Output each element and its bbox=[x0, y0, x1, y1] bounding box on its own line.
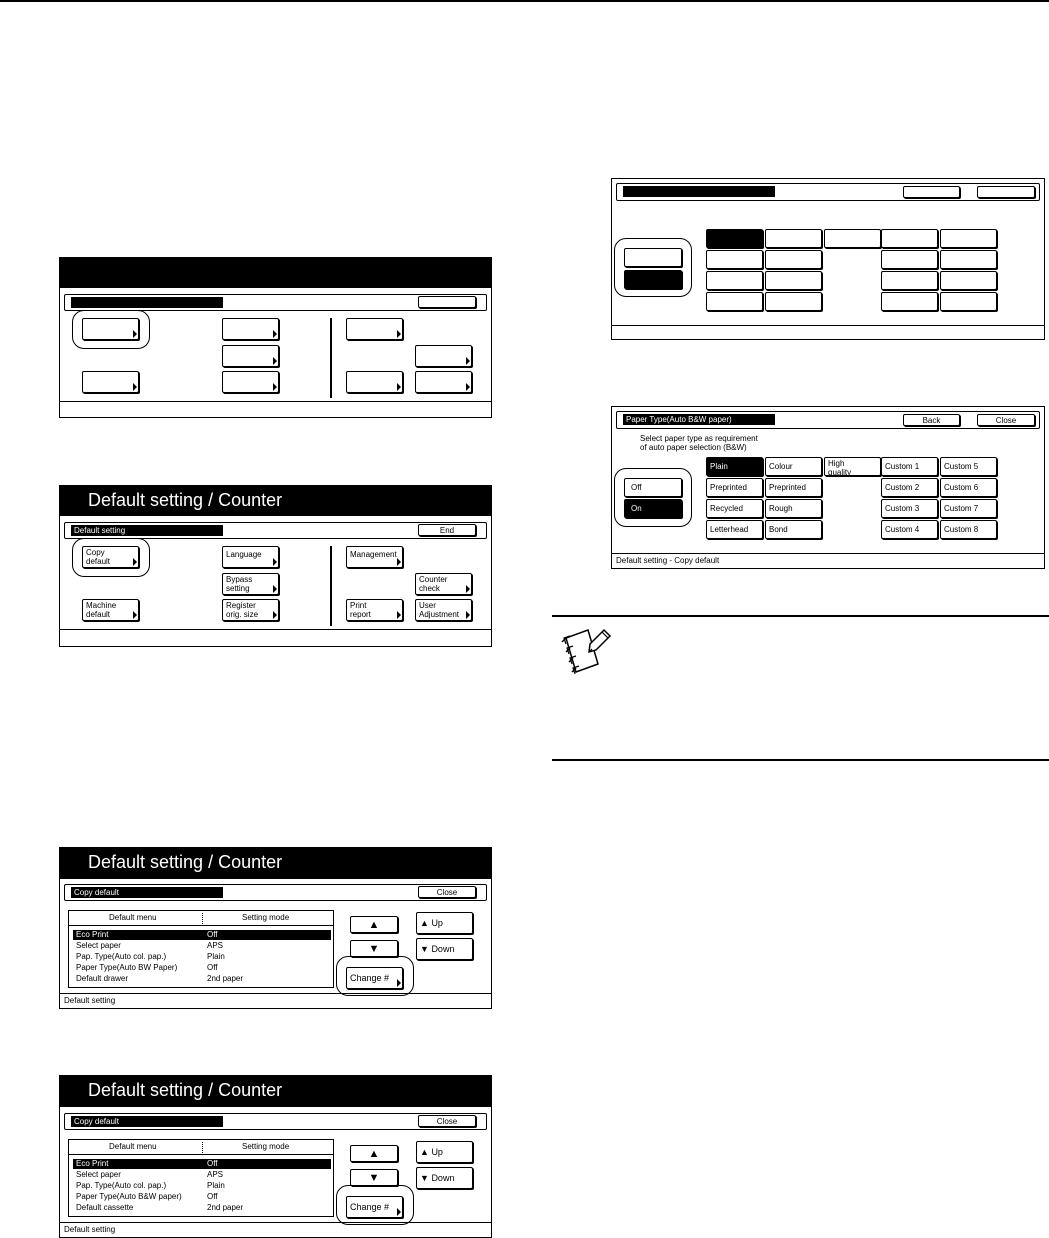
up-arrow-icon: ▲ bbox=[368, 1148, 380, 1160]
col-header-default-menu: Default menu bbox=[109, 913, 157, 922]
screen-a bbox=[59, 257, 492, 418]
screen-b-tab-label: Default setting bbox=[71, 525, 223, 536]
screen-c-footer: Default setting bbox=[64, 996, 116, 1005]
screen-a-tab-bar bbox=[64, 294, 487, 311]
change-button[interactable]: Change # bbox=[346, 967, 403, 989]
screen-a-divider bbox=[330, 318, 332, 398]
up-button[interactable]: ▲ Up bbox=[416, 912, 473, 934]
screen-a-button-3[interactable] bbox=[346, 318, 403, 340]
change-button[interactable]: Change # bbox=[346, 1196, 403, 1218]
screen-a-button-6[interactable] bbox=[82, 371, 139, 393]
print-report-button[interactable]: Print report bbox=[346, 599, 403, 621]
screen-f-footer: Default setting - Copy default bbox=[616, 556, 720, 565]
default-menu-list bbox=[68, 1139, 334, 1217]
paper-type-custom-4[interactable]: Custom 4 bbox=[881, 520, 938, 539]
paper-type-bond[interactable]: Bond bbox=[765, 520, 822, 539]
screen-a-button-5[interactable] bbox=[415, 345, 472, 367]
register-orig-size-button[interactable]: Register orig. size bbox=[222, 599, 279, 621]
screen-b-title: Default setting / Counter bbox=[60, 486, 491, 516]
screen-d bbox=[59, 1075, 492, 1238]
notepad-pencil-icon bbox=[556, 624, 616, 686]
default-menu-list bbox=[68, 910, 334, 988]
paper-type-custom-3[interactable]: Custom 3 bbox=[881, 499, 938, 518]
paper-type-preprinted-2[interactable]: Preprinted bbox=[765, 478, 822, 497]
screen-d-title: Default setting / Counter bbox=[60, 1076, 491, 1107]
paper-type-custom-6[interactable]: Custom 6 bbox=[940, 478, 997, 497]
top-rule bbox=[0, 0, 1049, 2]
language-button[interactable]: Language bbox=[222, 546, 279, 568]
down-button[interactable]: ▼ Down bbox=[416, 938, 473, 960]
change-highlight-ring bbox=[336, 1185, 414, 1225]
screen-a-button-7[interactable] bbox=[222, 371, 279, 393]
screen-c-tab-label: Copy default bbox=[71, 887, 223, 898]
scroll-down-arrow-button[interactable] bbox=[350, 940, 398, 957]
down-button[interactable]: ▼ Down bbox=[416, 1167, 473, 1189]
screen-f bbox=[611, 406, 1045, 569]
list-row[interactable]: Paper Type(Auto BW Paper) Off bbox=[76, 963, 218, 972]
list-row[interactable]: Default drawer 2nd paper bbox=[76, 974, 244, 983]
screen-a-button-4[interactable] bbox=[222, 345, 279, 367]
on-button[interactable]: On bbox=[624, 499, 682, 518]
up-button[interactable]: ▲ Up bbox=[416, 1141, 473, 1163]
screen-e-type-12[interactable] bbox=[881, 271, 938, 290]
paper-type-preprinted[interactable]: Preprinted bbox=[706, 478, 763, 497]
paper-type-letterhead[interactable]: Letterhead bbox=[706, 520, 763, 539]
screen-e-type-2[interactable] bbox=[765, 229, 822, 248]
screen-c-title: Default setting / Counter bbox=[60, 848, 491, 879]
scroll-down-arrow-button[interactable] bbox=[350, 1169, 398, 1186]
screen-e-type-4[interactable] bbox=[881, 229, 938, 248]
screen-e-type-15[interactable] bbox=[765, 292, 822, 311]
screen-a-button-9[interactable] bbox=[415, 371, 472, 393]
down-arrow-icon: ▼ bbox=[420, 1173, 429, 1183]
copy-default-button[interactable]: Copy default bbox=[82, 546, 139, 568]
down-arrow-icon: ▼ bbox=[368, 1172, 380, 1184]
note-top-rule bbox=[552, 615, 1049, 617]
screen-a-button-8[interactable] bbox=[346, 371, 403, 393]
paper-type-high-quality[interactable]: High quality bbox=[824, 457, 881, 476]
up-arrow-icon: ▲ bbox=[368, 919, 380, 931]
col-header-default-menu: Default menu bbox=[109, 1142, 157, 1151]
screen-e-type-6[interactable] bbox=[706, 250, 763, 269]
screen-d-tab-bar bbox=[64, 1113, 487, 1130]
off-button[interactable]: Off bbox=[624, 478, 682, 497]
screen-d-footer: Default setting bbox=[64, 1225, 116, 1234]
list-row[interactable]: Select paper APS bbox=[76, 1170, 224, 1179]
screen-d-tab-label: Copy default bbox=[71, 1116, 223, 1127]
down-arrow-icon: ▼ bbox=[368, 943, 380, 955]
screen-e bbox=[611, 178, 1045, 340]
screen-b bbox=[59, 485, 492, 647]
screen-e-type-1[interactable] bbox=[706, 229, 763, 248]
screen-a-button-2[interactable] bbox=[222, 318, 279, 340]
paper-type-custom-2[interactable]: Custom 2 bbox=[881, 478, 938, 497]
screen-e-type-7[interactable] bbox=[765, 250, 822, 269]
screen-e-type-14[interactable] bbox=[706, 292, 763, 311]
list-row[interactable]: Paper Type(Auto B&W paper) Off bbox=[76, 1192, 218, 1201]
list-row[interactable]: Default cassette 2nd paper bbox=[76, 1203, 244, 1212]
screen-e-highlight-ring bbox=[614, 238, 692, 297]
screen-c-tab-bar bbox=[64, 884, 487, 901]
paper-type-recycled[interactable]: Recycled bbox=[706, 499, 763, 518]
col-header-setting-mode: Setting mode bbox=[242, 1142, 290, 1151]
paper-type-custom-5[interactable]: Custom 5 bbox=[940, 457, 997, 476]
screen-c bbox=[59, 847, 492, 1009]
counter-check-button[interactable]: Counter check bbox=[415, 573, 472, 595]
down-arrow-icon: ▼ bbox=[420, 944, 429, 954]
screen-a-title-bar bbox=[60, 258, 491, 288]
screen-e-type-5[interactable] bbox=[940, 229, 997, 248]
close-button[interactable]: Close bbox=[977, 414, 1035, 426]
screen-f-tab-bar bbox=[616, 411, 1040, 429]
screen-e-type-13[interactable] bbox=[940, 271, 997, 290]
screen-e-type-3[interactable] bbox=[824, 229, 881, 248]
on-off-highlight-ring bbox=[614, 468, 692, 527]
screen-e-close-button[interactable] bbox=[977, 186, 1035, 198]
screen-e-type-9[interactable] bbox=[940, 250, 997, 269]
change-highlight-ring bbox=[336, 956, 414, 996]
paper-type-custom-8[interactable]: Custom 8 bbox=[940, 520, 997, 539]
screen-e-back-button[interactable] bbox=[903, 186, 960, 198]
management-button[interactable]: Management bbox=[346, 546, 403, 568]
close-button[interactable]: Close bbox=[418, 1115, 476, 1127]
up-arrow-icon: ▲ bbox=[420, 1147, 429, 1157]
paper-type-rough[interactable]: Rough bbox=[765, 499, 822, 518]
close-button[interactable]: Close bbox=[418, 886, 476, 898]
machine-default-button[interactable]: Machine default bbox=[82, 599, 139, 621]
list-row[interactable]: Pap. Type(Auto col. pap.) Plain bbox=[76, 952, 225, 961]
end-button[interactable]: End bbox=[418, 524, 476, 536]
scroll-up-arrow-button[interactable] bbox=[350, 916, 398, 933]
scroll-up-arrow-button[interactable] bbox=[350, 1145, 398, 1162]
note-bottom-rule bbox=[552, 759, 1049, 761]
list-row[interactable]: Pap. Type(Auto col. pap.) Plain bbox=[76, 1181, 225, 1190]
back-button[interactable]: Back bbox=[903, 414, 960, 426]
screen-a-highlight-ring bbox=[72, 310, 150, 349]
instruction-text: Select paper type as requirement of auto paper selection (B&W) bbox=[640, 434, 758, 452]
screen-e-type-11[interactable] bbox=[765, 271, 822, 290]
screen-e-type-17[interactable] bbox=[940, 292, 997, 311]
paper-type-custom-1[interactable]: Custom 1 bbox=[881, 457, 938, 476]
screen-e-type-16[interactable] bbox=[881, 292, 938, 311]
list-row[interactable]: Eco Print Off bbox=[73, 1159, 331, 1169]
bypass-setting-button[interactable]: Bypass setting bbox=[222, 573, 279, 595]
screen-e-type-10[interactable] bbox=[706, 271, 763, 290]
list-row[interactable]: Select paper APS bbox=[76, 941, 224, 950]
copy-default-highlight-ring bbox=[72, 538, 150, 577]
paper-type-plain[interactable]: Plain bbox=[706, 457, 763, 476]
screen-f-tab-label: Paper Type(Auto B&W paper) bbox=[623, 414, 775, 425]
screen-b-divider bbox=[330, 546, 332, 626]
screen-e-type-8[interactable] bbox=[881, 250, 938, 269]
paper-type-colour[interactable]: Colour bbox=[765, 457, 822, 476]
user-adjustment-button[interactable]: User Adjustment bbox=[415, 599, 472, 621]
paper-type-custom-7[interactable]: Custom 7 bbox=[940, 499, 997, 518]
col-header-setting-mode: Setting mode bbox=[242, 913, 290, 922]
screen-e-tab-bar bbox=[616, 183, 1040, 201]
up-arrow-icon: ▲ bbox=[420, 918, 429, 928]
screen-a-end-button[interactable] bbox=[418, 296, 476, 308]
list-row[interactable]: Eco Print Off bbox=[73, 930, 331, 940]
screen-b-tab-bar bbox=[64, 522, 487, 539]
